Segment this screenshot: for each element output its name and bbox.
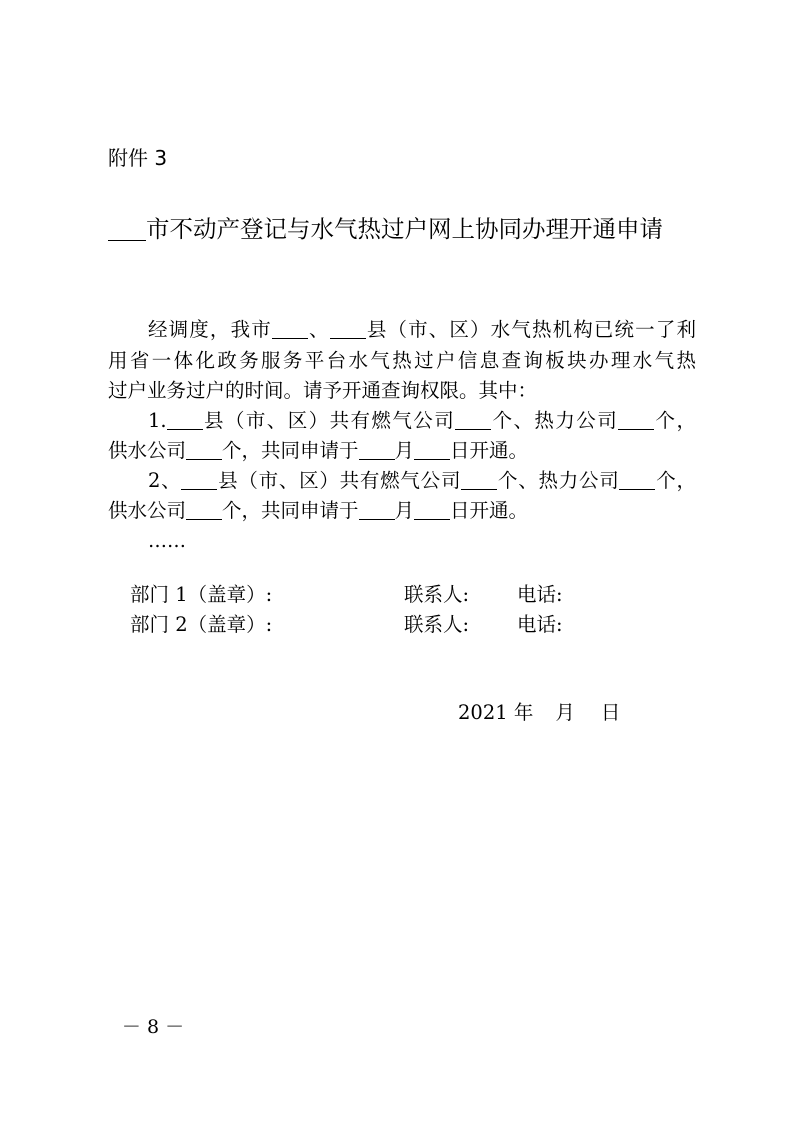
item-1-line-1: [108, 406, 696, 436]
item-number: 2、: [148, 469, 182, 492]
signature-dept-1: 部门 1（盖章）:: [130, 583, 273, 606]
blank-field: [359, 499, 395, 520]
signature-contact-2: 联系人:: [404, 613, 470, 636]
text-segment: 个、热力公司: [491, 409, 619, 432]
blank-field: [619, 469, 655, 490]
document-title: [108, 213, 663, 245]
text-segment: 县（市、区）水气热机构已统一了利: [365, 318, 696, 341]
ellipsis: ……: [148, 530, 186, 552]
text-segment: 、: [307, 318, 330, 341]
item-1-line-2: [108, 436, 696, 466]
text-segment: 个，共同申请于: [222, 499, 359, 522]
item-number: 1.: [148, 409, 167, 432]
title-blank: [108, 216, 146, 241]
text-segment: 日开通。: [450, 439, 529, 462]
page-number: － 8 －: [121, 1016, 185, 1038]
text-segment: 个，: [655, 469, 696, 492]
signature-dept-2: 部门 2（盖章）:: [130, 613, 273, 636]
text-segment: 月: [394, 499, 415, 522]
blank-field: [272, 318, 308, 339]
attachment-label: 附件 3: [108, 146, 168, 170]
body-line-3: 过户业务过户的时间。请予开通查询权限。其中：: [108, 379, 538, 402]
blank-field: [186, 499, 222, 520]
text-segment: 个，: [654, 409, 696, 432]
blank-field: [455, 409, 491, 430]
blank-field: [414, 499, 450, 520]
signature-phone-2: 电话:: [517, 613, 563, 636]
item-2-line-1: [108, 466, 696, 496]
blank-field: [461, 469, 497, 490]
text-segment: 经调度，我市: [148, 318, 272, 341]
blank-field: [359, 439, 395, 460]
body-line-2: 用省一体化政务服务平台水气热过户信息查询板块办理水气热: [108, 349, 696, 372]
body-line-1: [108, 315, 696, 345]
blank-field: [414, 439, 450, 460]
text-segment: 日开通。: [450, 499, 529, 522]
text-segment: 供水公司: [108, 439, 187, 462]
text-segment: 个、热力公司: [497, 469, 620, 492]
text-segment: 县（市、区）共有燃气公司: [217, 469, 462, 492]
blank-field: [181, 469, 217, 490]
blank-field: [167, 409, 203, 430]
text-segment: 月: [394, 439, 415, 462]
blank-field: [618, 409, 654, 430]
date-year: 2021 年: [458, 701, 534, 724]
blank-field: [186, 439, 222, 460]
text-segment: 个，共同申请于: [222, 439, 359, 462]
signature-phone-1: 电话:: [517, 583, 563, 606]
date-month: 月: [555, 701, 575, 724]
item-2-line-2: [108, 496, 696, 526]
blank-field: [330, 318, 366, 339]
signature-contact-1: 联系人:: [404, 583, 470, 606]
date-line: [458, 699, 620, 727]
title-text: 市不动产登记与水气热过户网上协同办理开通申请: [146, 215, 663, 243]
text-segment: 供水公司: [108, 499, 187, 522]
date-day: 日: [600, 701, 621, 724]
text-segment: 县（市、区）共有燃气公司: [202, 409, 456, 432]
